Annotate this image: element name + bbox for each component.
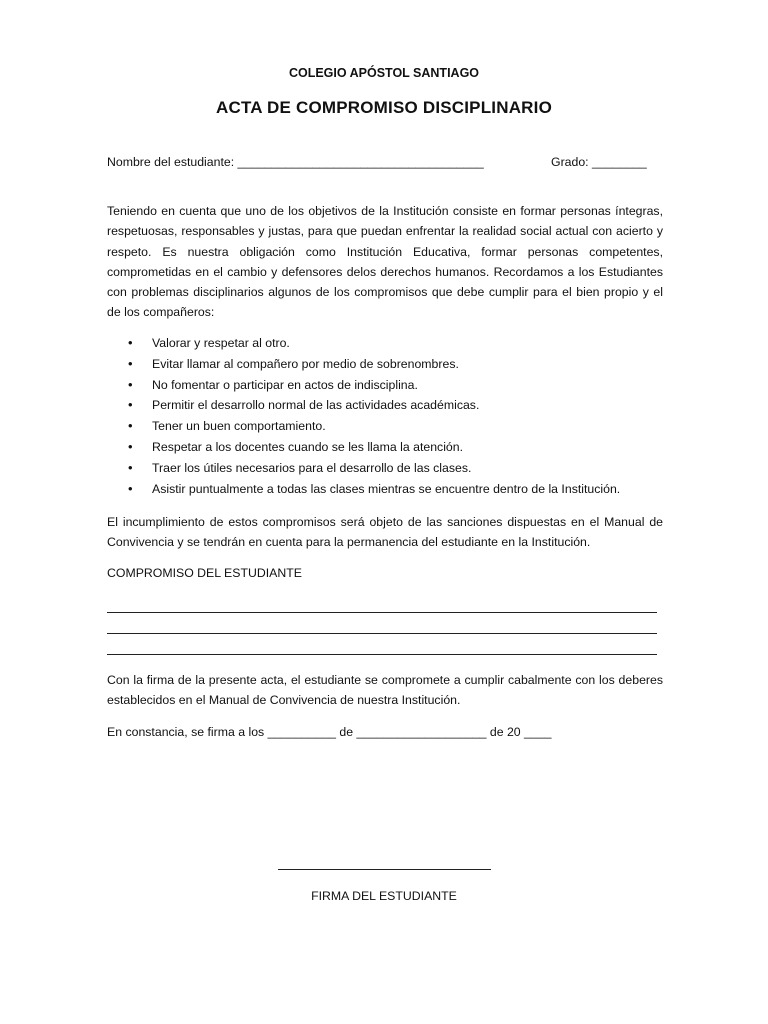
commitment-blank-line (107, 612, 657, 613)
commitment-text: Traer los útiles necesarios para el desarrollo de las clases. (152, 460, 472, 475)
intro-paragraph: Teniendo en cuenta que uno de los objetivos de la Institución consiste en formar personas íntegras, respetuosas, responsables y justas, para que puedan enfrentar la realidad social actual con acierto y respeto. Es nuestra obligación como Institución Educativa, formar personas competentes, comprometidas en el cambio y defensores delos derechos humanos. Recordamos a los Estudiantes con problemas disciplinarios algunos de los compromisos que debe cumplir para el bien propio y el de los compañeros: (107, 204, 663, 320)
signature-paragraph: Con la firma de la presente acta, el estudiante se compromete a cumplir cabalmente con los deberes establecidos en el Manual de Convivencia de nuestra Institución. (107, 673, 663, 708)
signature-line (278, 869, 491, 870)
list-item (128, 395, 620, 416)
commitments-list (128, 333, 620, 499)
commitment-text: Permitir el desarrollo normal de las actividades académicas. (152, 398, 480, 413)
commitment-text: Respetar a los docentes cuando se les llama la atención. (152, 439, 464, 454)
consequence-paragraph: El incumplimiento de estos compromisos será objeto de las sanciones dispuestas en el Manual de Convivencia y se tendrán en cuenta para la permanencia del estudiante en la Institución. (107, 515, 663, 550)
bullet-icon: • (128, 376, 133, 392)
signature-label: FIRMA DEL ESTUDIANTE (311, 889, 457, 903)
grade-field: Grado: ________ (551, 155, 647, 169)
list-item (128, 416, 620, 437)
bullet-icon: • (128, 355, 133, 371)
commitment-text: No fomentar o participar en actos de indisciplina. (152, 377, 418, 392)
commitment-blank-line (107, 654, 657, 655)
list-item (128, 458, 620, 479)
bullet-icon: • (128, 335, 133, 350)
bullet-icon: • (128, 459, 133, 475)
bullet-icon: • (128, 480, 133, 496)
student-name-field: Nombre del estudiante: ____________________________________ (107, 155, 484, 169)
list-item (128, 333, 620, 354)
list-item (128, 354, 620, 375)
constancia-line: En constancia, se firma a los __________ de ___________________ de 20 ____ (107, 725, 552, 739)
document-title: ACTA DE COMPROMISO DISCIPLINARIO (215, 98, 552, 117)
commitment-text: Asistir puntualmente a todas las clases mientras se encuentre dentro de la Institución. (152, 481, 621, 496)
student-commitment-heading: COMPROMISO DEL ESTUDIANTE (107, 566, 302, 580)
bullet-icon: • (128, 418, 133, 434)
commitment-text: Valorar y respetar al otro. (152, 336, 290, 350)
bullet-icon: • (128, 438, 133, 454)
bullet-icon: • (128, 397, 133, 413)
list-item (128, 479, 620, 500)
school-name: COLEGIO APÓSTOL SANTIAGO (288, 66, 480, 80)
commitment-text: Tener un buen comportamiento. (152, 419, 326, 434)
list-item (128, 375, 620, 396)
list-item (128, 437, 620, 458)
commitment-blank-line (107, 633, 657, 634)
commitment-text: Evitar llamar al compañero por medio de sobrenombres. (152, 356, 459, 371)
